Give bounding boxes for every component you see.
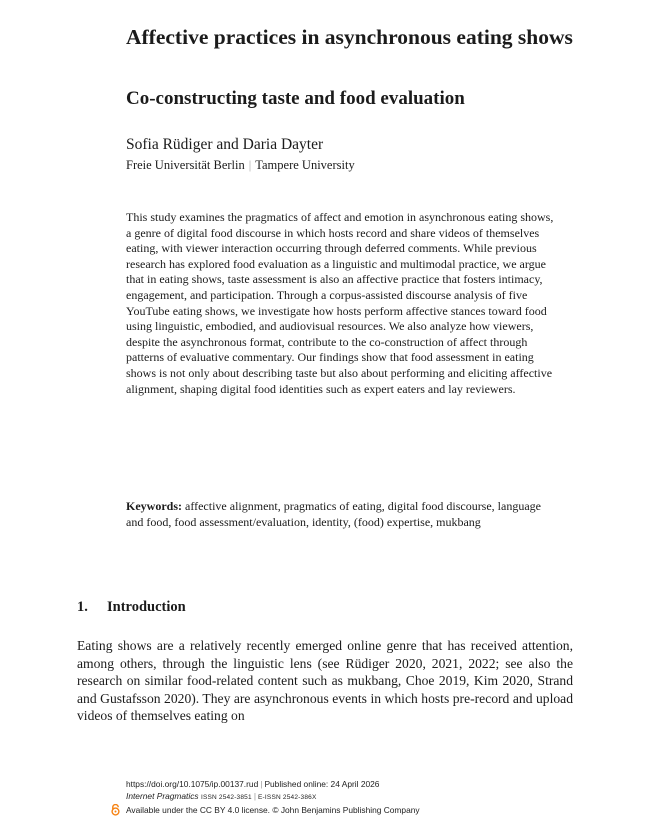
doi-link[interactable]: https://doi.org/10.1075/ip.00137.rud [126, 779, 259, 789]
footer-separator: | [253, 791, 257, 801]
license-text[interactable]: Available under the CC BY 4.0 license. [126, 805, 271, 815]
abstract: This study examines the pragmatics of affect and emotion in asynchronous eating shows, a genre of digital food discourse in which hosts record and share videos of themselves eating, with viewer interaction occurring through deferred comments. While previous research has explored food evaluation as a linguistic and multimodal practice, we argue that in eating shows, taste assessment is also an affective practice that fosters intimacy, engagement, and participation. Through a corpus-assisted discourse analysis of five YouTube eating shows, we investigate how hosts perform affective stances toward food using linguistic, embodied, and audiovisual resources. We also analyze how viewers, despite the asynchronous format, contribute to the co-construction of affect through patterns of evaluative commentary. Our findings show that food assessment in eating shows is not only about describing taste but also about performing and eliciting affective alignment, shaping digital food identities such as expert eaters and lay reviewers. [126, 210, 554, 396]
section-heading [77, 598, 186, 616]
footer [126, 778, 420, 816]
affiliation-2: Tampere University [255, 158, 355, 172]
journal-name: Internet Pragmatics [126, 791, 199, 801]
journal-row [126, 790, 420, 804]
eissn: E-ISSN 2542-386X [258, 794, 317, 801]
intro-paragraph: Eating shows are a relatively recently emerged online genre that has received attention, among others, through the linguistic lens (see Rüdiger 2020, 2021, 2022; see also the research on similar food-related content such as mukbang, Choe 2019, Kim 2020, Strand and Gustafsson 2020). They are asynchronous events in which hosts pre-record and upload videos of themselves eating on [77, 638, 573, 724]
article-title: Affective practices in asynchronous eating shows [126, 25, 573, 49]
license-row [126, 804, 420, 816]
section-number: 1. [77, 599, 88, 615]
affiliations [126, 157, 355, 173]
keywords [126, 499, 554, 530]
section-title: Introduction [107, 599, 186, 615]
copyright: © John Benjamins Publishing Company [272, 805, 420, 815]
keywords-label: Keywords: [126, 499, 182, 513]
author-names: Sofia Rüdiger and Daria Dayter [126, 136, 324, 153]
affiliation-separator: | [248, 158, 252, 172]
keywords-text: affective alignment, pragmatics of eating, digital food discourse, language and food, food assessment/evaluation, identity, (food) expertise, mukbang [126, 499, 541, 529]
footer-separator: | [260, 779, 263, 789]
article-subtitle: Co-constructing taste and food evaluation [126, 88, 465, 109]
published-date: Published online: 24 April 2026 [264, 779, 380, 789]
issn: ISSN 2542-3851 [200, 794, 252, 801]
affiliation-1: Freie Universität Berlin [126, 158, 245, 172]
doi-row [126, 778, 420, 790]
open-access-icon [110, 804, 121, 816]
